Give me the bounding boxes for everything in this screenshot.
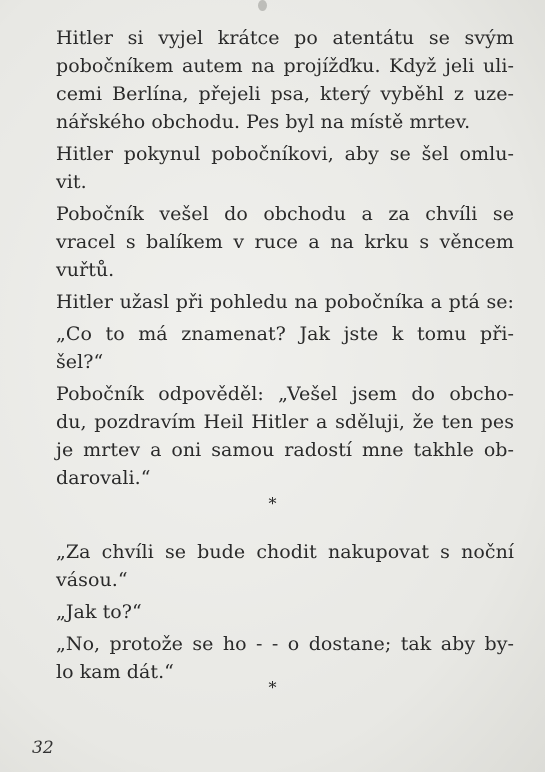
text-line: vit. [56,171,87,193]
page-text-2 [56,538,514,686]
text-line: je mrtev a oni samou radostí mne takhle ob- [56,439,514,461]
text-line: cemi Berlína, přejeli psa, který vyběhl z uze- [56,83,514,105]
paragraph-7 [56,538,514,594]
paragraph-8 [56,598,514,626]
text-line: „No, protože se ho - - o dostane; tak aby by- [56,633,514,655]
text-line: vásou.“ [56,569,128,591]
text-line: du, pozdravím Heil Hitler a sděluji, že ten pes [56,411,514,433]
text-line: nářského obchodu. Pes byl na místě mrtev. [56,111,471,133]
separator-asterisk: * [268,678,277,697]
paragraph-1 [56,24,514,136]
page-number: 32 [32,738,54,758]
paragraph-5 [56,320,514,376]
text-line: Hitler užasl při pohledu na pobočníka a ptá se: [56,291,514,313]
text-line: pobočníkem autem na projížďku. Když jeli uli- [56,55,514,77]
text-line: „Za chvíli se bude chodit nakupovat s noční [56,541,514,563]
text-line: „Jak to?“ [56,601,142,623]
ink-spot [258,0,267,11]
text-line: vracel s balíkem v ruce a na krku s věncem [56,231,514,253]
page-text [56,24,514,492]
text-line: šel?“ [56,351,104,373]
paragraph-2 [56,140,514,196]
paragraph-4 [56,288,514,316]
text-line: „Co to má znamenat? Jak jste k tomu při- [56,323,514,345]
text-line: darovali.“ [56,467,151,489]
text-line: Pobočník vešel do obchodu a za chvíli se [56,203,514,225]
text-line: lo kam dát.“ [56,661,174,683]
text-line: Hitler si vyjel krátce po atentátu se svým [56,27,514,49]
text-line: Hitler pokynul pobočníkovi, aby se šel omlu- [56,143,514,165]
text-line: Pobočník odpověděl: „Vešel jsem do obcho- [56,383,514,405]
text-line: vuřtů. [56,259,115,281]
paragraph-6 [56,380,514,492]
separator-asterisk: * [268,494,277,513]
paragraph-3 [56,200,514,284]
